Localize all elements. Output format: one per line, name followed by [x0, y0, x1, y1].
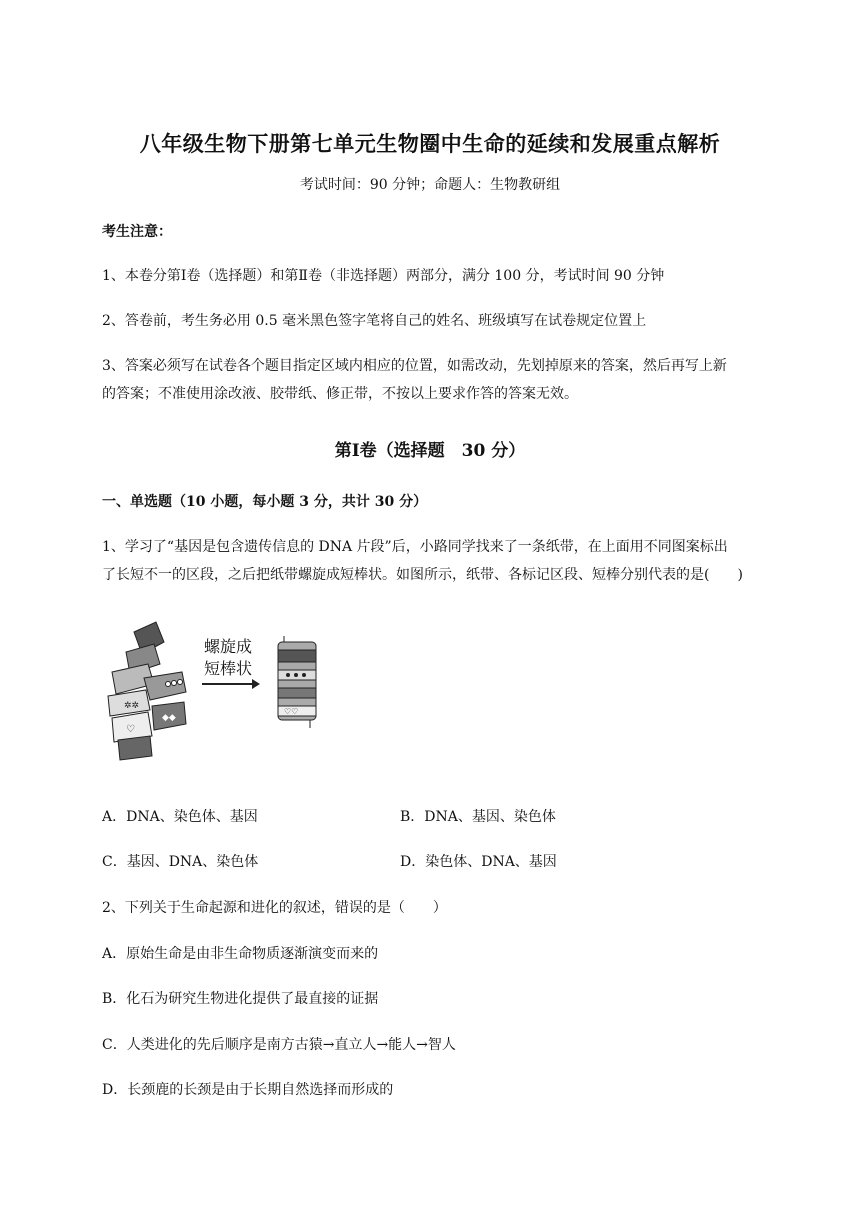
question-1-stem-continued: 了长短不一的区段，之后把纸带螺旋成短棒状。如图所示，纸带、各标记区段、短棒分别代表的是( )	[102, 567, 743, 583]
paper-strip-figure	[104, 612, 344, 762]
question-2-option-a[interactable]: A．原始生命是由非生命物质逐渐演变而来的	[102, 946, 379, 962]
short-rod-illustration	[278, 636, 316, 728]
question-1-option-c[interactable]: C．基因、DNA、染色体	[102, 854, 259, 870]
question-2-option-c[interactable]: C．人类进化的先后顺序是南方古猿→直立人→能人→智人	[102, 1037, 456, 1053]
svg-text:♡♡: ♡♡	[284, 707, 299, 716]
question-2-option-b[interactable]: B．化石为研究生物进化提供了最直接的证据	[102, 991, 379, 1007]
svg-text:✲✲: ✲✲	[124, 701, 140, 711]
figure-label-line-2: 短棒状	[204, 659, 253, 678]
notice-item-1: 1、本卷分第Ⅰ卷（选择题）和第Ⅱ卷（非选择题）两部分，满分 100 分，考试时间 90 分钟	[102, 268, 665, 284]
document-title: 八年级生物下册第七单元生物圈中生命的延续和发展重点解析	[139, 131, 721, 156]
notice-heading: 考生注意：	[102, 224, 172, 240]
section-title: 第Ⅰ卷（选择题 30 分）	[334, 441, 526, 461]
exam-info: 考试时间：90 分钟；命题人：生物教研组	[299, 177, 561, 193]
notice-item-2: 2、答卷前，考生务必用 0.5 毫米黑色签字笔将自己的姓名、班级填写在试卷规定位置上	[102, 313, 647, 329]
question-1-stem: 1、学习了“基因是包含遗传信息的 DNA 片段”后，小路同学找来了一条纸带，在上面用不同图案标出	[102, 539, 728, 555]
twisted-strip-illustration	[108, 622, 186, 760]
svg-text:♡: ♡	[126, 724, 135, 735]
arrow-head-icon	[252, 679, 260, 689]
part-title: 一、单选题（10 小题，每小题 3 分，共计 30 分）	[102, 494, 428, 510]
question-2-stem: 2、下列关于生命起源和进化的叙述，错误的是（ ）	[102, 900, 447, 916]
notice-item-3: 3、答案必须写在试卷各个题目指定区域内相应的位置，如需改动，先划掉原来的答案，然后再写上新	[102, 358, 727, 374]
question-2-option-d[interactable]: D．长颈鹿的长颈是由于长期自然选择而形成的	[102, 1082, 394, 1098]
notice-item-3-continued: 的答案；不准使用涂改液、胶带纸、修正带，不按以上要求作答的答案无效。	[102, 386, 578, 402]
question-1-option-b[interactable]: B．DNA、基因、染色体	[400, 809, 556, 825]
question-1-option-a[interactable]: A．DNA、染色体、基因	[102, 809, 258, 825]
svg-text:◆◆: ◆◆	[162, 713, 176, 723]
question-1-option-d[interactable]: D．染色体、DNA、基因	[400, 854, 557, 870]
figure-label-line-1: 螺旋成	[204, 637, 253, 656]
